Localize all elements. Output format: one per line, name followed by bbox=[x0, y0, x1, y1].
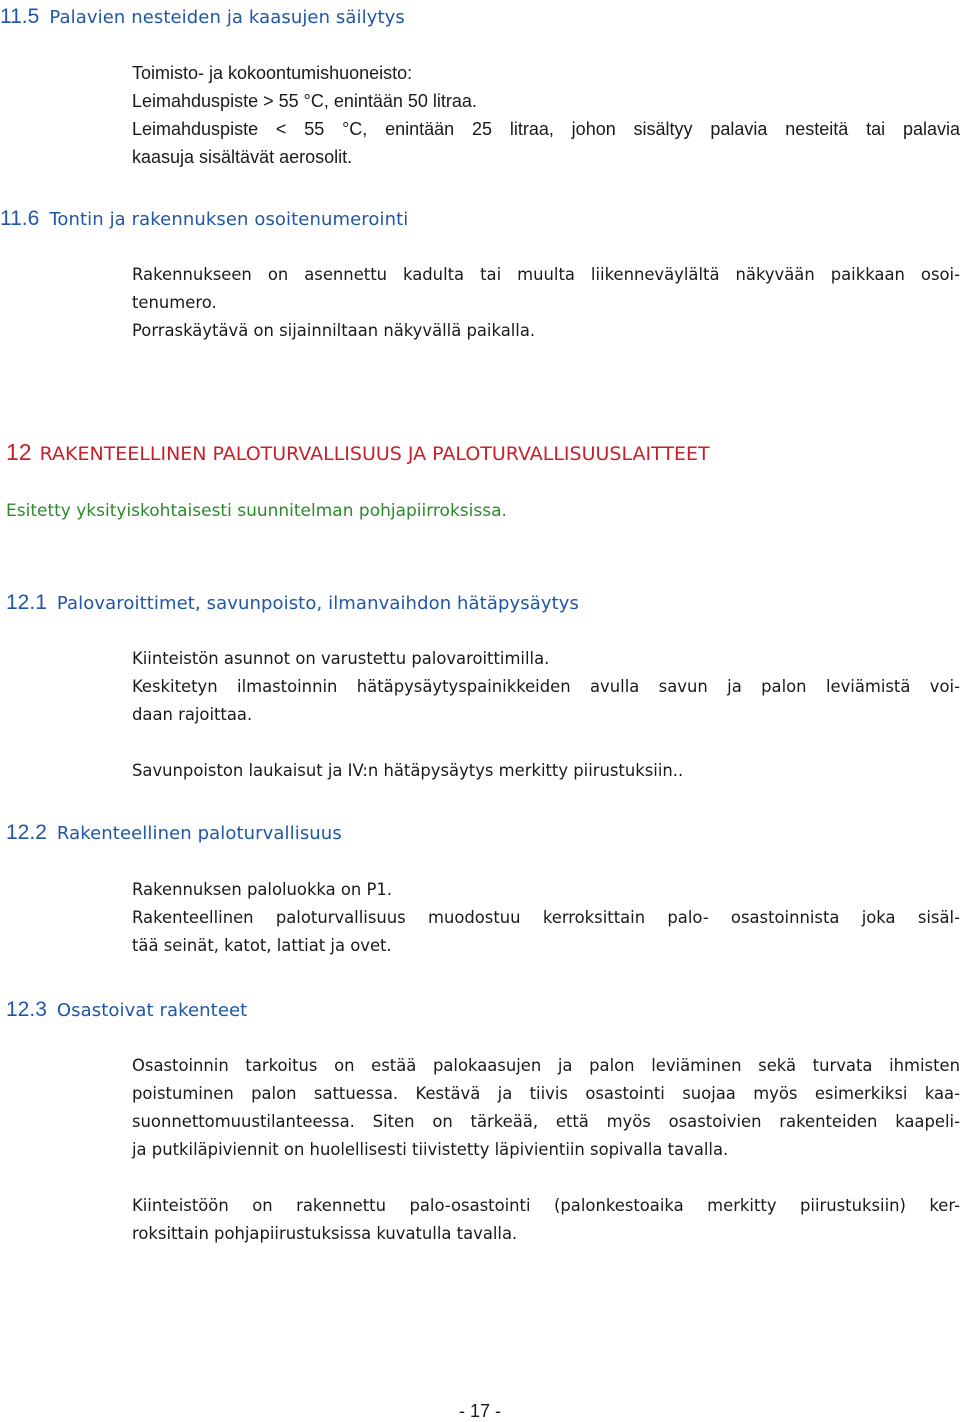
section-heading-12-3 bbox=[6, 999, 247, 1020]
chapter-number: 12 bbox=[6, 439, 32, 465]
section-title: Rakenteellinen paloturvallisuus bbox=[56, 823, 342, 844]
body-line: Keskitetyn ilmastoinnin hätäpysäytyspainikkeiden avulla savun ja palon leviämistä voi- bbox=[132, 677, 960, 696]
section-title: Osastoivat rakenteet bbox=[56, 1000, 248, 1021]
body-line: Leimahduspiste > 55 °C, enintään 50 litraa. bbox=[132, 91, 477, 111]
section-body-11-6 bbox=[132, 261, 960, 345]
body-line: Kiinteistön asunnot on varustettu palovaroittimilla. bbox=[132, 649, 550, 668]
section-number: 12.3 bbox=[6, 998, 47, 1021]
section-number: 12.2 bbox=[6, 821, 47, 844]
body-line: Porraskäytävä on sijainniltaan näkyvällä paikalla. bbox=[132, 321, 536, 340]
body-line: Savunpoiston laukaisut ja IV:n hätäpysäytys merkitty piirustuksiin.. bbox=[132, 761, 684, 780]
section-heading-12-2 bbox=[6, 822, 342, 843]
body-line: tenumero. bbox=[132, 293, 217, 312]
body-line: daan rajoittaa. bbox=[132, 705, 253, 724]
body-line: Toimisto- ja kokoontumishuoneisto: bbox=[132, 63, 413, 83]
chapter-heading-12 bbox=[6, 441, 710, 464]
section-title: Palavien nesteiden ja kaasujen säilytys bbox=[49, 7, 405, 28]
section-number: 11.5 bbox=[0, 5, 40, 28]
section-heading-12-1 bbox=[6, 592, 579, 613]
section-number: 12.1 bbox=[6, 591, 47, 614]
section-title: Palovaroittimet, savunpoisto, ilmanvaihdon hätäpysäytys bbox=[56, 593, 579, 614]
body-line: Rakennukseen on asennettu kadulta tai muulta liikenneväylältä näkyvään paikkaan osoi- bbox=[132, 265, 960, 284]
body-line: Osastoinnin tarkoitus on estää palokaasujen ja palon leviäminen sekä turvata ihmisten bbox=[132, 1056, 960, 1075]
section-title: Tontin ja rakennuksen osoitenumerointi bbox=[49, 209, 409, 230]
body-line: Rakenteellinen paloturvallisuus muodostuu kerroksittain palo- osastoinnista joka sisäl- bbox=[132, 908, 960, 927]
body-line: Leimahduspiste < 55 °C, enintään 25 litraa, johon sisältyy palavia nesteitä tai palavia bbox=[132, 119, 960, 139]
body-line: Rakennuksen paloluokka on P1. bbox=[132, 880, 393, 899]
body-line: suonnettomuustilanteessa. Siten on tärkeää, että myös osastoivien rakenteiden kaapeli- bbox=[132, 1112, 960, 1131]
body-line: poistuminen palon sattuessa. Kestävä ja tiivis osastointi suojaa myös esimerkiksi kaa- bbox=[132, 1084, 960, 1103]
section-body-11-5 bbox=[132, 59, 960, 171]
body-line: ja putkiläpiviennit on huolellisesti tiivistetty läpivientiin sopivalla tavalla. bbox=[132, 1140, 729, 1159]
chapter-subtitle: Esitetty yksityiskohtaisesti suunnitelman pohjapiirroksissa. bbox=[6, 501, 507, 521]
section-heading-11-5 bbox=[0, 6, 405, 27]
body-line: roksittain pohjapiirustuksissa kuvatulla tavalla. bbox=[132, 1224, 518, 1243]
section-body-12-2 bbox=[132, 876, 960, 960]
body-line: tää seinät, katot, lattiat ja ovet. bbox=[132, 936, 392, 955]
page-number: - 17 - bbox=[458, 1401, 501, 1421]
section-number: 11.6 bbox=[0, 207, 40, 230]
section-body-12-3 bbox=[132, 1052, 960, 1248]
chapter-title: RAKENTEELLINEN PALOTURVALLISUUS JA PALOTURVALLISUUSLAITTEET bbox=[39, 443, 710, 465]
section-body-12-1 bbox=[132, 645, 960, 785]
body-line: Kiinteistöön on rakennettu palo-osastointi (palonkestoaika merkitty piirustuksiin) ker- bbox=[132, 1196, 960, 1215]
body-line: kaasuja sisältävät aerosolit. bbox=[132, 147, 353, 167]
section-heading-11-6 bbox=[0, 208, 408, 229]
